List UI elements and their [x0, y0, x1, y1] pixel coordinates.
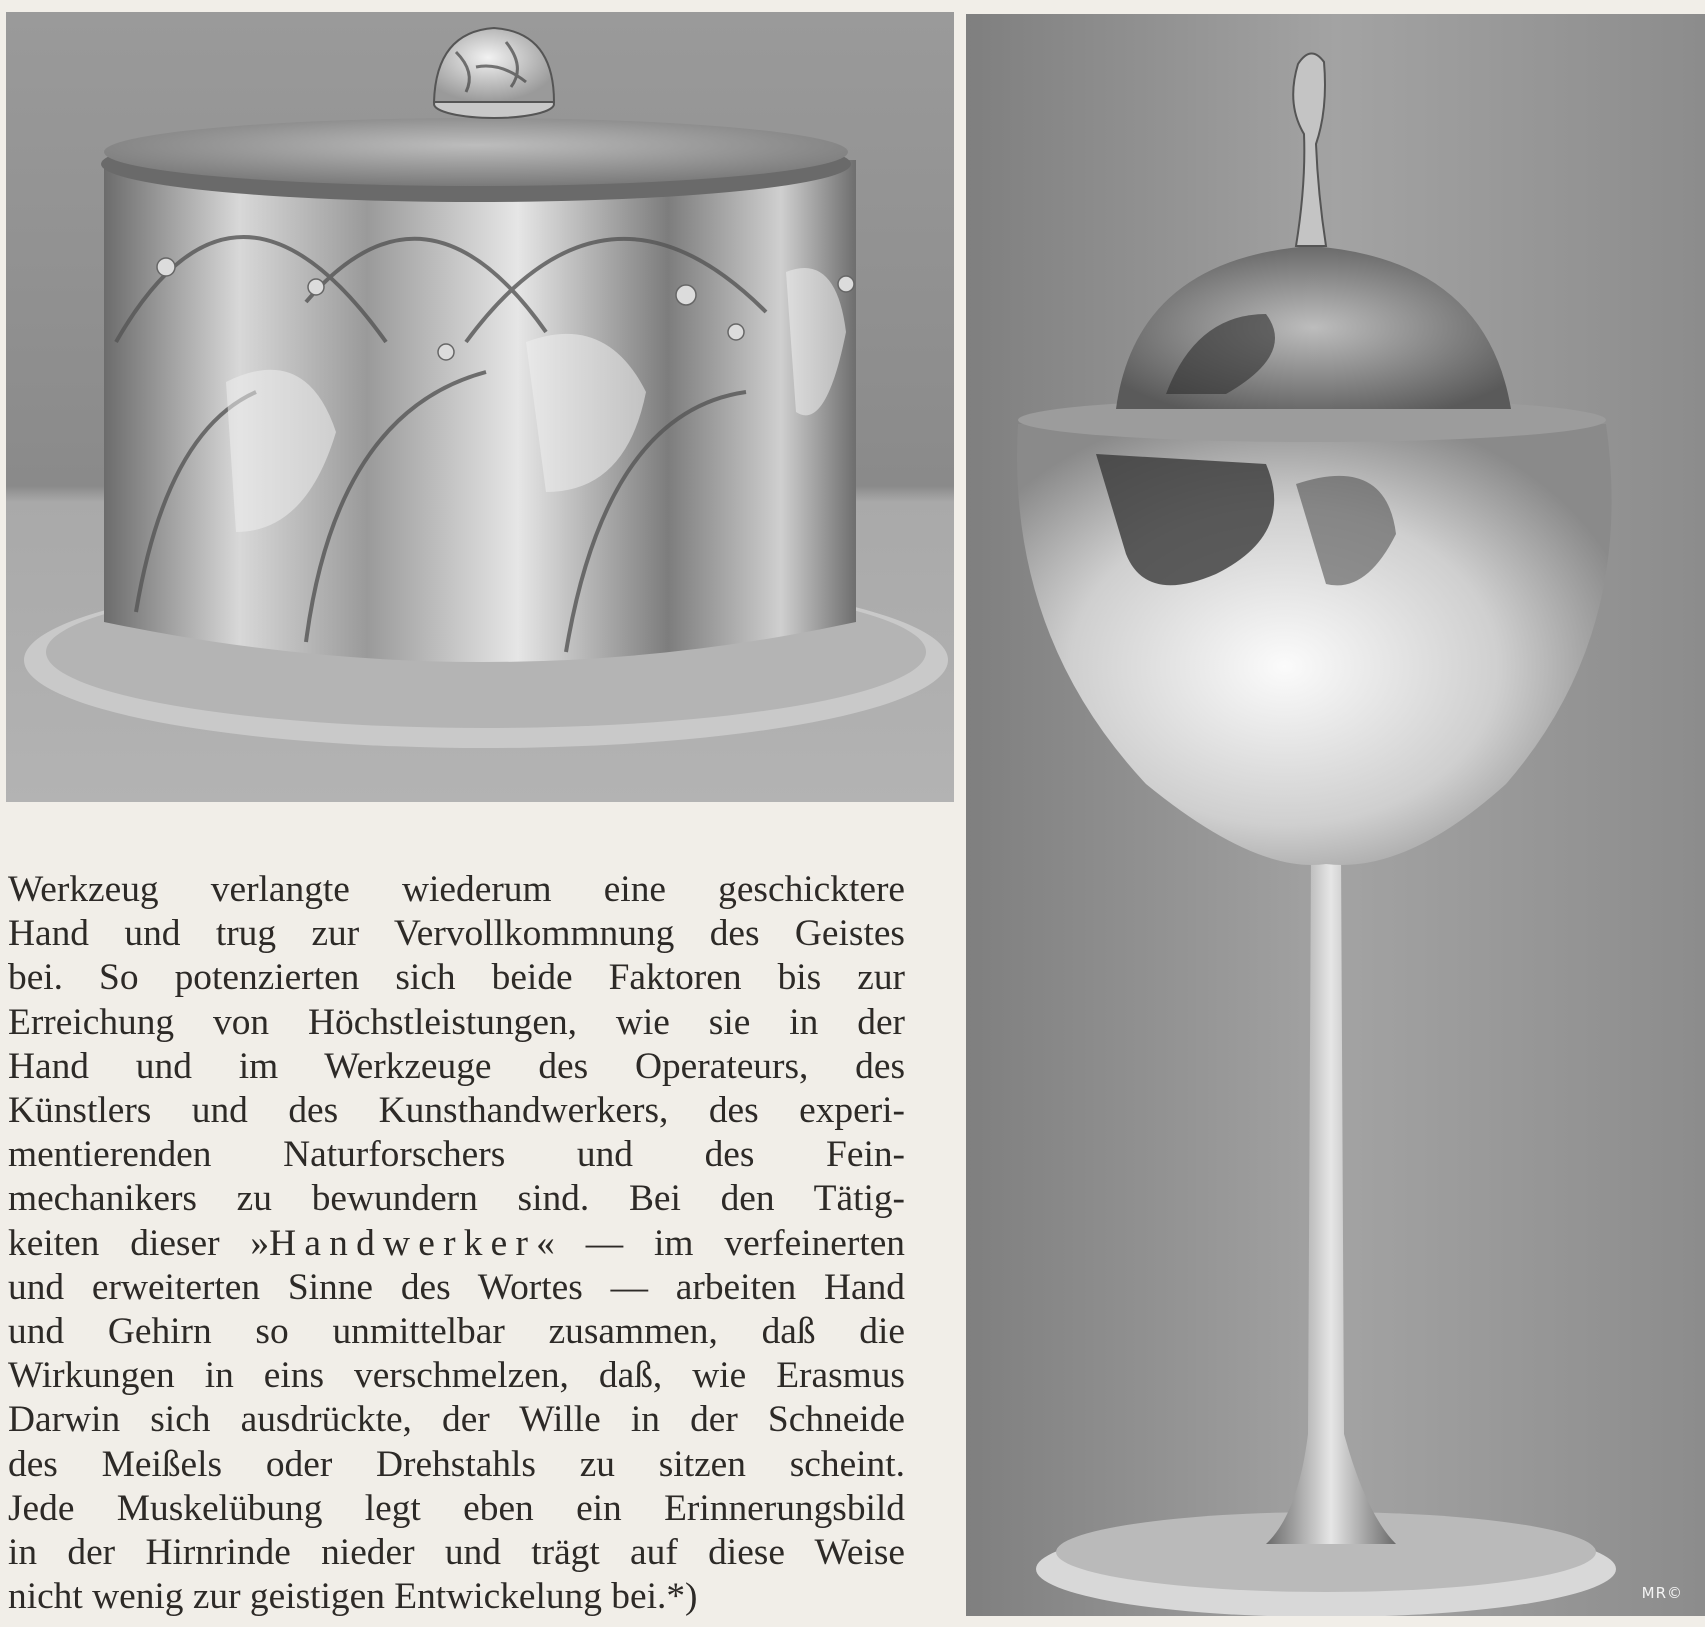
text-line: Erreichung von Höchstleistungen, wie sie in der [8, 1001, 905, 1043]
silver-box-illustration [6, 12, 954, 802]
text-line: Jede Muskelübung legt eben ein Erinnerungsbild [8, 1487, 905, 1529]
photo-silver-box [6, 12, 954, 802]
silver-goblet-illustration [966, 14, 1705, 1616]
emphasized-word: Handwerker [269, 1222, 537, 1264]
text-fragment: « — im verfeinerten [536, 1222, 905, 1264]
text-line: des Meißels oder Drehstahls zu sitzen scheint. [8, 1443, 905, 1485]
text-line: mentierenden Naturforschers und des Fein- [8, 1134, 905, 1176]
text-line: Hand und trug zur Vervollkommnung des Geistes [8, 913, 905, 955]
text-line: nicht wenig zur geistigen Entwickelung bei.*) [8, 1576, 698, 1618]
text-line: Werkzeug verlangte wiederum eine geschicktere [8, 869, 905, 910]
text-fragment: keiten dieser » [8, 1222, 270, 1264]
text-line-emphasis [8, 1222, 905, 1266]
text-line: mechanikers zu bewundern sind. Bei den Tätig- [8, 1178, 905, 1220]
text-line: und Gehirn so unmittelbar zusammen, daß die [8, 1311, 905, 1353]
text-line: Darwin sich ausdrückte, der Wille in der Schneide [8, 1399, 905, 1441]
photo-silver-goblet [966, 14, 1705, 1616]
text-line: Künstlers und des Kunsthandwerkers, des experi- [8, 1090, 905, 1132]
text-line: Wirkungen in eins verschmelzen, daß, wie Erasmus [8, 1355, 905, 1397]
watermark: MR© [1641, 1584, 1683, 1602]
text-line: bei. So potenzierten sich beide Faktoren bis zur [8, 957, 905, 999]
body-text-column [8, 868, 905, 1619]
text-line: und erweiterten Sinne des Wortes — arbeiten Hand [8, 1266, 905, 1308]
text-line: in der Hirnrinde nieder und trägt auf diese Weise [8, 1532, 905, 1574]
text-line: Hand und im Werkzeuge des Operateurs, des [8, 1045, 905, 1087]
